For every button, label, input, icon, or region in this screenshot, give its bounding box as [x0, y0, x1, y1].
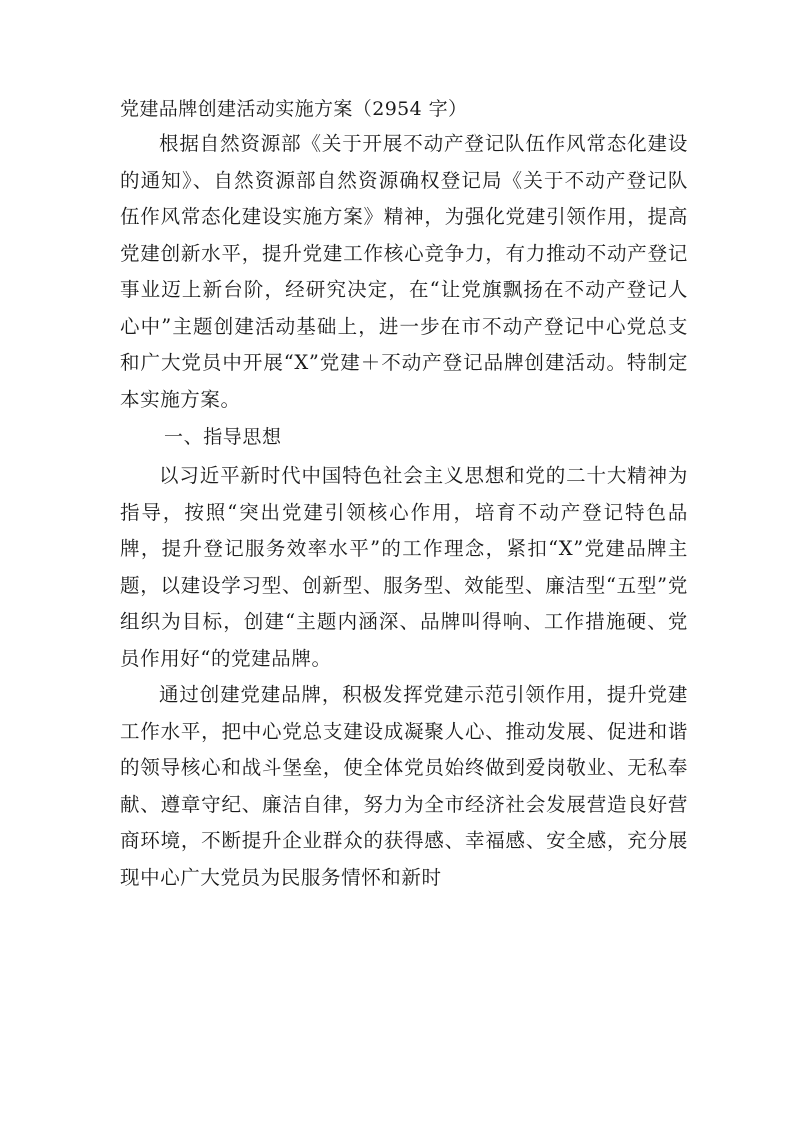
- goals-paragraph: 通过创建党建品牌，积极发挥党建示范引领作用，提升党建工作水平，把中心党总支建设成凝聚人心、推动发展、促进和谐的领导核心和战斗堡垒，使全体党员始终做到爱岗敬业、无私奉献、遵章守纪、廉洁自律，努力为全市经济社会发展营造良好营商环境，不断提升企业群众的获得感、幸福感、安全感，充分展现中心广大党员为民服务情怀和新时: [120, 683, 688, 889]
- document-title: 党建品牌创建活动实施方案（2954 字）: [120, 98, 468, 120]
- guiding-ideology-paragraph: 以习近平新时代中国特色社会主义思想和党的二十大精神为指导，按照“突出党建引领核心作用，培育不动产登记特色品牌，提升登记服务效率水平”的工作理念，紧扣“X”党建品牌主题，以建设学习型、创新型、服务型、效能型、廉洁型“五型”党组织为目标，创建“主题内涵深、品牌叫得响、工作措施硬、党员作用好“的党建品牌。: [120, 464, 688, 670]
- section-heading-guiding-ideology: 一、指导思想: [164, 426, 282, 448]
- document-body: [120, 92, 688, 896]
- intro-paragraph: 根据自然资源部《关于开展不动产登记队伍作风常态化建设的通知》、自然资源部自然资源确权登记局《关于不动产登记队伍作风常态化建设实施方案》精神，为强化党建引领作用，提高党建创新水平，提升党建工作核心竞争力，有力推动不动产登记事业迈上新台阶，经研究决定，在“让党旗飘扬在不动产登记人心中”主题创建活动基础上，进一步在市不动产登记中心党总支和广大党员中开展“X”党建＋不动产登记品牌创建活动。特制定本实施方案。: [120, 132, 688, 411]
